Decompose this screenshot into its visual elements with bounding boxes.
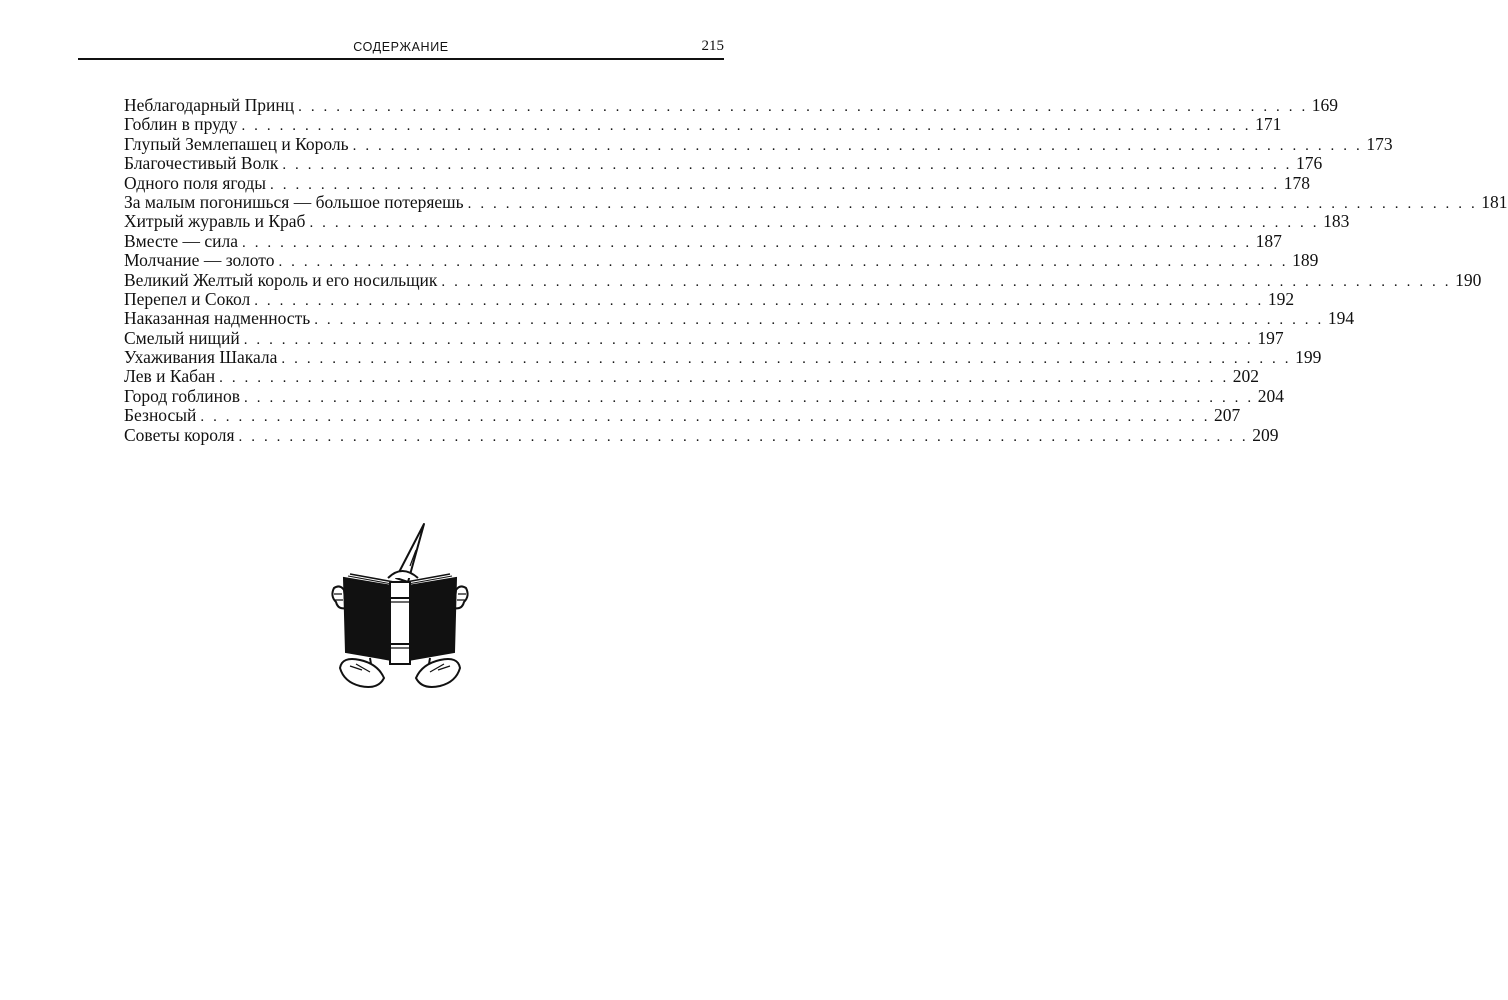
toc-entry-page: 199 <box>1295 347 1322 368</box>
toc-entry <box>124 211 1350 232</box>
toc-entry-title: Одного поля ягоды <box>124 172 267 193</box>
toc-entry-page: 190 <box>1455 269 1482 290</box>
toc-entry <box>124 366 1260 387</box>
toc-entry-page: 207 <box>1214 405 1241 426</box>
toc-entry <box>124 153 1323 174</box>
toc-entry-page: 187 <box>1255 230 1282 251</box>
toc-entry-page: 197 <box>1257 327 1284 348</box>
toc-entry-page: 194 <box>1327 308 1355 329</box>
dot-leader: . . . . . . . . . . . . . . . . . . . . . . . . . . . . . . . . . . . . . . . . . . . . . . . . . . . . . . . . . . . . . . . . . . . . . . . . . . . . . . . . <box>243 331 1254 348</box>
dot-leader: . . . . . . . . . . . . . . . . . . . . . . . . . . . . . . . . . . . . . . . . . . . . . . . . . . . . . . . . . . . . . . . . . . . . . . . . . . . . . . . . <box>242 234 1252 251</box>
dot-leader: . . . . . . . . . . . . . . . . . . . . . . . . . . . . . . . . . . . . . . . . . . . . . . . . . . . . . . . . . . . . . . . . . . . . . . . . . . . . . . . . <box>352 137 1363 154</box>
toc-entry <box>124 385 1284 406</box>
toc-entry <box>124 230 1282 251</box>
toc-entry-title: За малым погонишься — большое потеряешь <box>124 191 464 212</box>
toc-entry-title: Молчание — золото <box>124 250 275 271</box>
toc-entry <box>124 95 1339 115</box>
toc-entry <box>124 347 1322 368</box>
page-number: 215 <box>701 38 724 54</box>
toc-entry-page: 202 <box>1232 366 1260 387</box>
toc-entry-title: Город гоблинов <box>124 385 241 406</box>
dot-leader: . . . . . . . . . . . . . . . . . . . . . . . . . . . . . . . . . . . . . . . . . . . . . . . . . . . . . . . . . . . . . . . . . . . . . . . . . . . . . . . . <box>282 157 1292 174</box>
toc-entry-title: Лев и Кабан <box>124 366 216 387</box>
toc-entry-page: 181 <box>1481 191 1508 212</box>
toc-entry-title: Перепел и Сокол <box>124 288 251 309</box>
toc-entry-page: 176 <box>1296 153 1323 174</box>
toc-entry-title: Вместе — сила <box>124 230 239 251</box>
toc-entry-page: 192 <box>1267 288 1295 309</box>
toc-entry <box>124 327 1284 348</box>
toc-entry <box>124 405 1241 426</box>
toc-entry <box>124 191 1508 212</box>
toc-entry-page: 183 <box>1323 211 1350 232</box>
toc-entry-title: Безносый <box>124 405 197 426</box>
dot-leader: . . . . . . . . . . . . . . . . . . . . . . . . . . . . . . . . . . . . . . . . . . . . . . . . . . . . . . . . . . . . . . . . . . . . . . . . . . . . . . . . <box>281 351 1292 368</box>
toc-entry-title: Глупый Землепашец и Король <box>124 133 349 154</box>
toc-entry-page: 171 <box>1255 114 1282 135</box>
toc-entry-title: Великий Желтый король и его носильщик <box>124 269 438 290</box>
dot-leader: . . . . . . . . . . . . . . . . . . . . . . . . . . . . . . . . . . . . . . . . . . . . . . . . . . . . . . . . . . . . . . . . . . . . . . . . . . . . . . . . <box>254 292 1264 309</box>
toc-entry <box>124 269 1482 290</box>
dot-leader: . . . . . . . . . . . . . . . . . . . . . . . . . . . . . . . . . . . . . . . . . . . . . . . . . . . . . . . . . . . . . . . . . . . . . . . . . . . . . . . . <box>200 409 1211 426</box>
toc-entry <box>124 308 1355 329</box>
toc-entry-title: Наказанная надменность <box>124 308 311 329</box>
toc-entry-title: Советы короля <box>124 424 235 445</box>
goblin-reading-book-icon <box>326 520 474 692</box>
toc-entry <box>124 133 1393 154</box>
dot-leader: . . . . . . . . . . . . . . . . . . . . . . . . . . . . . . . . . . . . . . . . . . . . . . . . . . . . . . . . . . . . . . . . . . . . . . . . . . . . . . . . <box>298 99 1308 115</box>
toc-entry-title: Хитрый журавль и Краб <box>124 211 306 232</box>
dot-leader: . . . . . . . . . . . . . . . . . . . . . . . . . . . . . . . . . . . . . . . . . . . . . . . . . . . . . . . . . . . . . . . . . . . . . . . . . . . . . . . . <box>467 195 1478 212</box>
dot-leader: . . . . . . . . . . . . . . . . . . . . . . . . . . . . . . . . . . . . . . . . . . . . . . . . . . . . . . . . . . . . . . . . . . . . . . . . . . . . . . . . <box>241 118 1252 135</box>
toc-entry <box>124 288 1295 309</box>
dot-leader: . . . . . . . . . . . . . . . . . . . . . . . . . . . . . . . . . . . . . . . . . . . . . . . . . . . . . . . . . . . . . . . . . . . . . . . . . . . . . . . . <box>238 428 1249 445</box>
toc-entry-page: 189 <box>1292 250 1319 271</box>
table-of-contents <box>124 95 1508 445</box>
dot-leader: . . . . . . . . . . . . . . . . . . . . . . . . . . . . . . . . . . . . . . . . . . . . . . . . . . . . . . . . . . . . . . . . . . . . . . . . . . . . . . . . <box>314 312 1324 329</box>
dot-leader: . . . . . . . . . . . . . . . . . . . . . . . . . . . . . . . . . . . . . . . . . . . . . . . . . . . . . . . . . . . . . . . . . . . . . . . . . . . . . . . . <box>244 389 1254 406</box>
running-head <box>78 36 724 60</box>
toc-entry-title: Гоблин в пруду <box>124 114 238 135</box>
toc-entry-title: Неблагодарный Принц <box>124 95 295 115</box>
toc-entry-page: 169 <box>1311 95 1339 115</box>
toc-entry <box>124 172 1310 193</box>
dot-leader: . . . . . . . . . . . . . . . . . . . . . . . . . . . . . . . . . . . . . . . . . . . . . . . . . . . . . . . . . . . . . . . . . . . . . . . . . . . . . . . . <box>309 215 1320 232</box>
toc-entry <box>124 250 1319 271</box>
toc-entry-page: 178 <box>1283 172 1310 193</box>
dot-leader: . . . . . . . . . . . . . . . . . . . . . . . . . . . . . . . . . . . . . . . . . . . . . . . . . . . . . . . . . . . . . . . . . . . . . . . . . . . . . . . . <box>270 176 1280 193</box>
toc-entry <box>124 114 1282 135</box>
toc-entry-title: Благочестивый Волк <box>124 153 279 174</box>
dot-leader: . . . . . . . . . . . . . . . . . . . . . . . . . . . . . . . . . . . . . . . . . . . . . . . . . . . . . . . . . . . . . . . . . . . . . . . . . . . . . . . . <box>219 370 1229 387</box>
toc-entry <box>124 424 1279 445</box>
toc-entry-page: 173 <box>1366 133 1393 154</box>
dot-leader: . . . . . . . . . . . . . . . . . . . . . . . . . . . . . . . . . . . . . . . . . . . . . . . . . . . . . . . . . . . . . . . . . . . . . . . . . . . . . . . . <box>441 273 1452 290</box>
toc-entry-page: 204 <box>1257 385 1284 406</box>
toc-entry-title: Ухаживания Шакала <box>124 347 278 368</box>
toc-entry-page: 209 <box>1252 424 1279 445</box>
section-title: СОДЕРЖАНИЕ <box>353 40 449 54</box>
dot-leader: . . . . . . . . . . . . . . . . . . . . . . . . . . . . . . . . . . . . . . . . . . . . . . . . . . . . . . . . . . . . . . . . . . . . . . . . . . . . . . . . <box>278 254 1289 271</box>
toc-entry-title: Смелый нищий <box>124 327 240 348</box>
